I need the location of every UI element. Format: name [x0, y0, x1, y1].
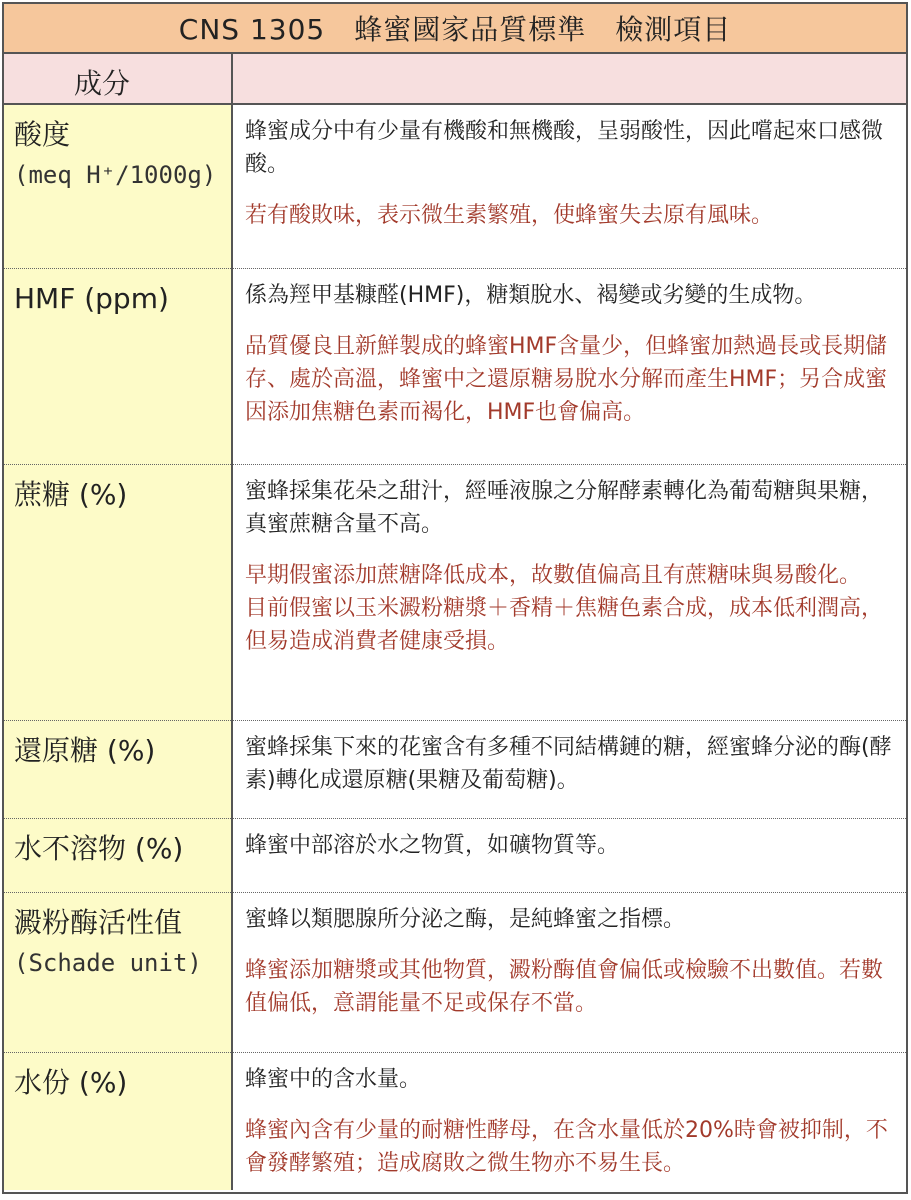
table-row: [4, 268, 906, 464]
table-row: [4, 104, 906, 268]
row-description-cell: [232, 268, 906, 464]
row-unit: (Schade unit): [14, 948, 202, 977]
row-name-cell: [4, 268, 232, 464]
row-name: 水份 (%): [14, 1065, 128, 1099]
row-note: 蜂蜜內含有少量的耐糖性酵母，在含水量低於20%時會被抑制，不會發酵繁殖；造成腐敗之微生物亦不易生長。: [245, 1117, 888, 1176]
row-description-cell: [232, 892, 906, 1052]
row-description: 蜂蜜中部溶於水之物質，如礦物質等。: [245, 832, 620, 858]
row-name-cell: [4, 464, 232, 720]
row-name: 水不溶物 (%): [14, 831, 184, 865]
row-description: 係為羥甲基糠醛(HMF)，糖類脫水、褐變或劣變的生成物。: [245, 282, 817, 308]
table-row: [4, 1052, 906, 1190]
row-note: 品質優良且新鮮製成的蜂蜜HMF含量少，但蜂蜜加熱過長或長期儲存、處於高溫，蜂蜜中之還原糖易脫水分解而產生HMF；另合成蜜因添加焦糖色素而褐化，HMF也會偏高。: [245, 333, 888, 425]
row-description-cell: [232, 720, 906, 818]
row-description-cell: [232, 464, 906, 720]
table-row: [4, 720, 906, 818]
quality-standard-table: [2, 2, 908, 1194]
row-note: 若有酸敗味，表示微生素繁殖，使蜂蜜失去原有風味。: [245, 203, 774, 228]
header-row: [4, 54, 906, 104]
row-description: 蜜蜂以類腮腺所分泌之酶，是純蜂蜜之指標。: [245, 906, 686, 932]
table-title: CNS 1305 蜂蜜國家品質標準 檢測項目: [4, 4, 906, 54]
row-name: 酸度: [14, 118, 71, 151]
row-description: 蜂蜜成分中有少量有機酸和無機酸，呈弱酸性，因此嚐起來口感微酸。: [245, 119, 884, 177]
row-note: 早期假蜜添加蔗糖降低成本，故數值偏高且有蔗糖味與易酸化。: [245, 562, 862, 588]
row-unit: (meq H⁺/1000g): [14, 161, 217, 189]
table-row: [4, 464, 906, 720]
header-component: 成分: [4, 54, 232, 104]
table-row: [4, 892, 906, 1052]
row-description: 蜂蜜中的含水量。: [245, 1066, 422, 1092]
row-name-cell: [4, 818, 232, 892]
row-name-cell: [4, 104, 232, 268]
row-name: 還原糖 (%): [14, 733, 156, 767]
row-name-cell: [4, 892, 232, 1052]
row-description: 蜜蜂採集花朵之甜汁，經唾液腺之分解酵素轉化為葡萄糖與果糖，真蜜蔗糖含量不高。: [245, 478, 884, 537]
row-description-cell: [232, 104, 906, 268]
row-name: 澱粉酶活性值: [14, 905, 183, 939]
items-table: [4, 54, 906, 1190]
row-name-cell: [4, 1052, 232, 1190]
row-name: HMF (ppm): [14, 281, 169, 315]
row-description-cell: [232, 1052, 906, 1190]
row-name: 蔗糖 (%): [14, 477, 128, 511]
row-description: 蜜蜂採集下來的花蜜含有多種不同結構鏈的糖，經蜜蜂分泌的酶(酵素)轉化成還原糖(果糖及葡萄糖)。: [245, 734, 892, 793]
row-name-cell: [4, 720, 232, 818]
row-note-2: 目前假蜜以玉米澱粉糖漿＋香精＋焦糖色素合成，成本低利潤高，但易造成消費者健康受損。: [245, 595, 884, 654]
table-row: [4, 818, 906, 892]
header-description: [232, 54, 906, 104]
row-note: 蜂蜜添加糖漿或其他物質，澱粉酶值會偏低或檢驗不出數值。若數值偏低，意謂能量不足或保存不當。: [245, 957, 884, 1016]
row-description-cell: [232, 818, 906, 892]
